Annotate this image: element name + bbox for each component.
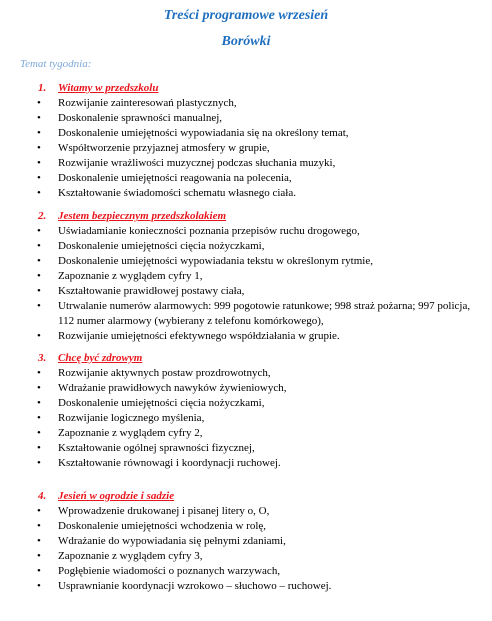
list-item-text: Wprowadzenie drukowanej i pisanej litery o, O,	[58, 505, 270, 517]
bullet-icon: •	[37, 580, 41, 592]
bullet-icon: •	[37, 505, 41, 517]
list-item-text: Wdrażanie prawidłowych nawyków żywieniowych,	[58, 382, 287, 394]
bullet-icon: •	[37, 97, 41, 109]
list-item-text: Doskonalenie sprawności manualnej,	[58, 112, 223, 124]
bullet-icon: •	[37, 520, 41, 532]
list-item	[0, 156, 492, 171]
list-item-text: Doskonalenie umiejętności cięcia nożyczkami,	[58, 240, 265, 252]
list-item-text: Rozwijanie zainteresowań plastycznych,	[58, 97, 237, 109]
bullet-icon: •	[37, 270, 41, 282]
list-item	[0, 579, 492, 594]
bullet-icon: •	[37, 565, 41, 577]
section-week-1	[0, 80, 492, 201]
list-item-text: Utrwalanie numerów alarmowych: 999 pogotowie ratunkowe; 998 straż pożarna; 997 policja, 112 numer alarmowy (wybierany z telefonu komórkowego),	[58, 300, 471, 327]
section-title: Chcę być zdrowym	[58, 352, 143, 364]
bullet-icon: •	[37, 382, 41, 394]
list-item-text: Pogłębienie wiadomości o poznanych warzywach,	[58, 565, 281, 577]
list-item	[0, 426, 492, 441]
list-item-text: Rozwijanie aktywnych postaw prozdrowotnych,	[58, 367, 271, 379]
list-item-text: Kształtowanie równowagi i koordynacji ruchowej.	[58, 457, 281, 469]
list-item	[0, 534, 492, 549]
section-heading	[0, 350, 492, 366]
topic-list	[0, 96, 492, 201]
list-item-text: Wdrażanie do wypowiadania się pełnymi zdaniami,	[58, 535, 286, 547]
section-heading	[0, 80, 492, 96]
section-number: 3.	[38, 352, 47, 364]
topic-list	[0, 366, 492, 471]
section-number: 1.	[38, 82, 47, 94]
week-topic-label: Temat tygodnia:	[20, 58, 92, 70]
section-week-4	[0, 488, 492, 594]
list-item	[0, 549, 492, 564]
list-item	[0, 141, 492, 156]
bullet-icon: •	[37, 240, 41, 252]
list-item-text: Zapoznanie z wyglądem cyfry 2,	[58, 427, 203, 439]
list-item-text: Rozwijanie umiejętności efektywnego współdziałania w grupie.	[58, 330, 340, 342]
list-item-text: Rozwijanie logicznego myślenia,	[58, 412, 205, 424]
bullet-icon: •	[37, 285, 41, 297]
list-item	[0, 224, 492, 239]
list-item-text: Doskonalenie umiejętności wchodzenia w rolę,	[58, 520, 267, 532]
bullet-icon: •	[37, 112, 41, 124]
list-item	[0, 441, 492, 456]
document-title: Treści programowe wrzesień	[163, 8, 329, 23]
bullet-icon: •	[37, 535, 41, 547]
group-name: Borówki	[221, 34, 271, 49]
bullet-icon: •	[37, 330, 41, 342]
section-number: 2.	[38, 210, 47, 222]
list-item-text: Doskonalenie umiejętności cięcia nożyczkami,	[58, 397, 265, 409]
section-heading	[0, 208, 492, 224]
list-item-text: Rozwijanie wrażliwości muzycznej podczas słuchania muzyki,	[58, 157, 336, 169]
list-item	[0, 126, 492, 141]
section-heading	[0, 488, 492, 504]
list-item	[0, 299, 492, 329]
list-item-text: Usprawnianie koordynacji wzrokowo – słuchowo – ruchowej.	[58, 580, 332, 592]
list-item	[0, 254, 492, 269]
bullet-icon: •	[37, 412, 41, 424]
section-title: Witamy w przedszkolu	[58, 82, 159, 94]
list-item-text: Uświadamianie konieczności poznania przepisów ruchu drogowego,	[58, 225, 360, 237]
list-item	[0, 396, 492, 411]
list-item	[0, 171, 492, 186]
bullet-icon: •	[37, 255, 41, 267]
list-item	[0, 111, 492, 126]
bullet-icon: •	[37, 457, 41, 469]
list-item-text: Doskonalenie umiejętności wypowiadania się na określony temat,	[58, 127, 349, 139]
section-week-3	[0, 350, 492, 471]
bullet-icon: •	[37, 127, 41, 139]
list-item	[0, 381, 492, 396]
bullet-icon: •	[37, 367, 41, 379]
section-title: Jesień w ogrodzie i sadzie	[58, 490, 175, 502]
list-item	[0, 329, 492, 344]
section-title: Jestem bezpiecznym przedszkolakiem	[58, 210, 227, 222]
section-week-2	[0, 208, 492, 344]
list-item-text: Zapoznanie z wyglądem cyfry 1,	[58, 270, 203, 282]
bullet-icon: •	[37, 157, 41, 169]
list-item	[0, 186, 492, 201]
list-item	[0, 269, 492, 284]
list-item-text: Kształtowanie prawidłowej postawy ciała,	[58, 285, 245, 297]
list-item-text: Doskonalenie umiejętności reagowania na polecenia,	[58, 172, 292, 184]
bullet-icon: •	[37, 187, 41, 199]
bullet-icon: •	[37, 550, 41, 562]
bullet-icon: •	[37, 442, 41, 454]
list-item	[0, 519, 492, 534]
topic-list	[0, 224, 492, 344]
list-item-text: Doskonalenie umiejętności wypowiadania tekstu w określonym rytmie,	[58, 255, 373, 267]
bullet-icon: •	[37, 397, 41, 409]
list-item	[0, 564, 492, 579]
list-item	[0, 504, 492, 519]
list-item	[0, 456, 492, 471]
bullet-icon: •	[37, 142, 41, 154]
list-item	[0, 284, 492, 299]
list-item-text: Współtworzenie przyjaznej atmosfery w grupie,	[58, 142, 270, 154]
bullet-icon: •	[37, 225, 41, 237]
list-item	[0, 239, 492, 254]
section-number: 4.	[38, 490, 47, 502]
bullet-icon: •	[37, 172, 41, 184]
list-item-text: Zapoznanie z wyglądem cyfry 3,	[58, 550, 203, 562]
list-item-text: Kształtowanie ogólnej sprawności fizycznej,	[58, 442, 255, 454]
list-item	[0, 411, 492, 426]
list-item	[0, 366, 492, 381]
topic-list	[0, 504, 492, 594]
list-item	[0, 96, 492, 111]
bullet-icon: •	[37, 427, 41, 439]
bullet-icon: •	[37, 300, 41, 312]
list-item-text: Kształtowanie świadomości schematu własnego ciała.	[58, 187, 296, 199]
